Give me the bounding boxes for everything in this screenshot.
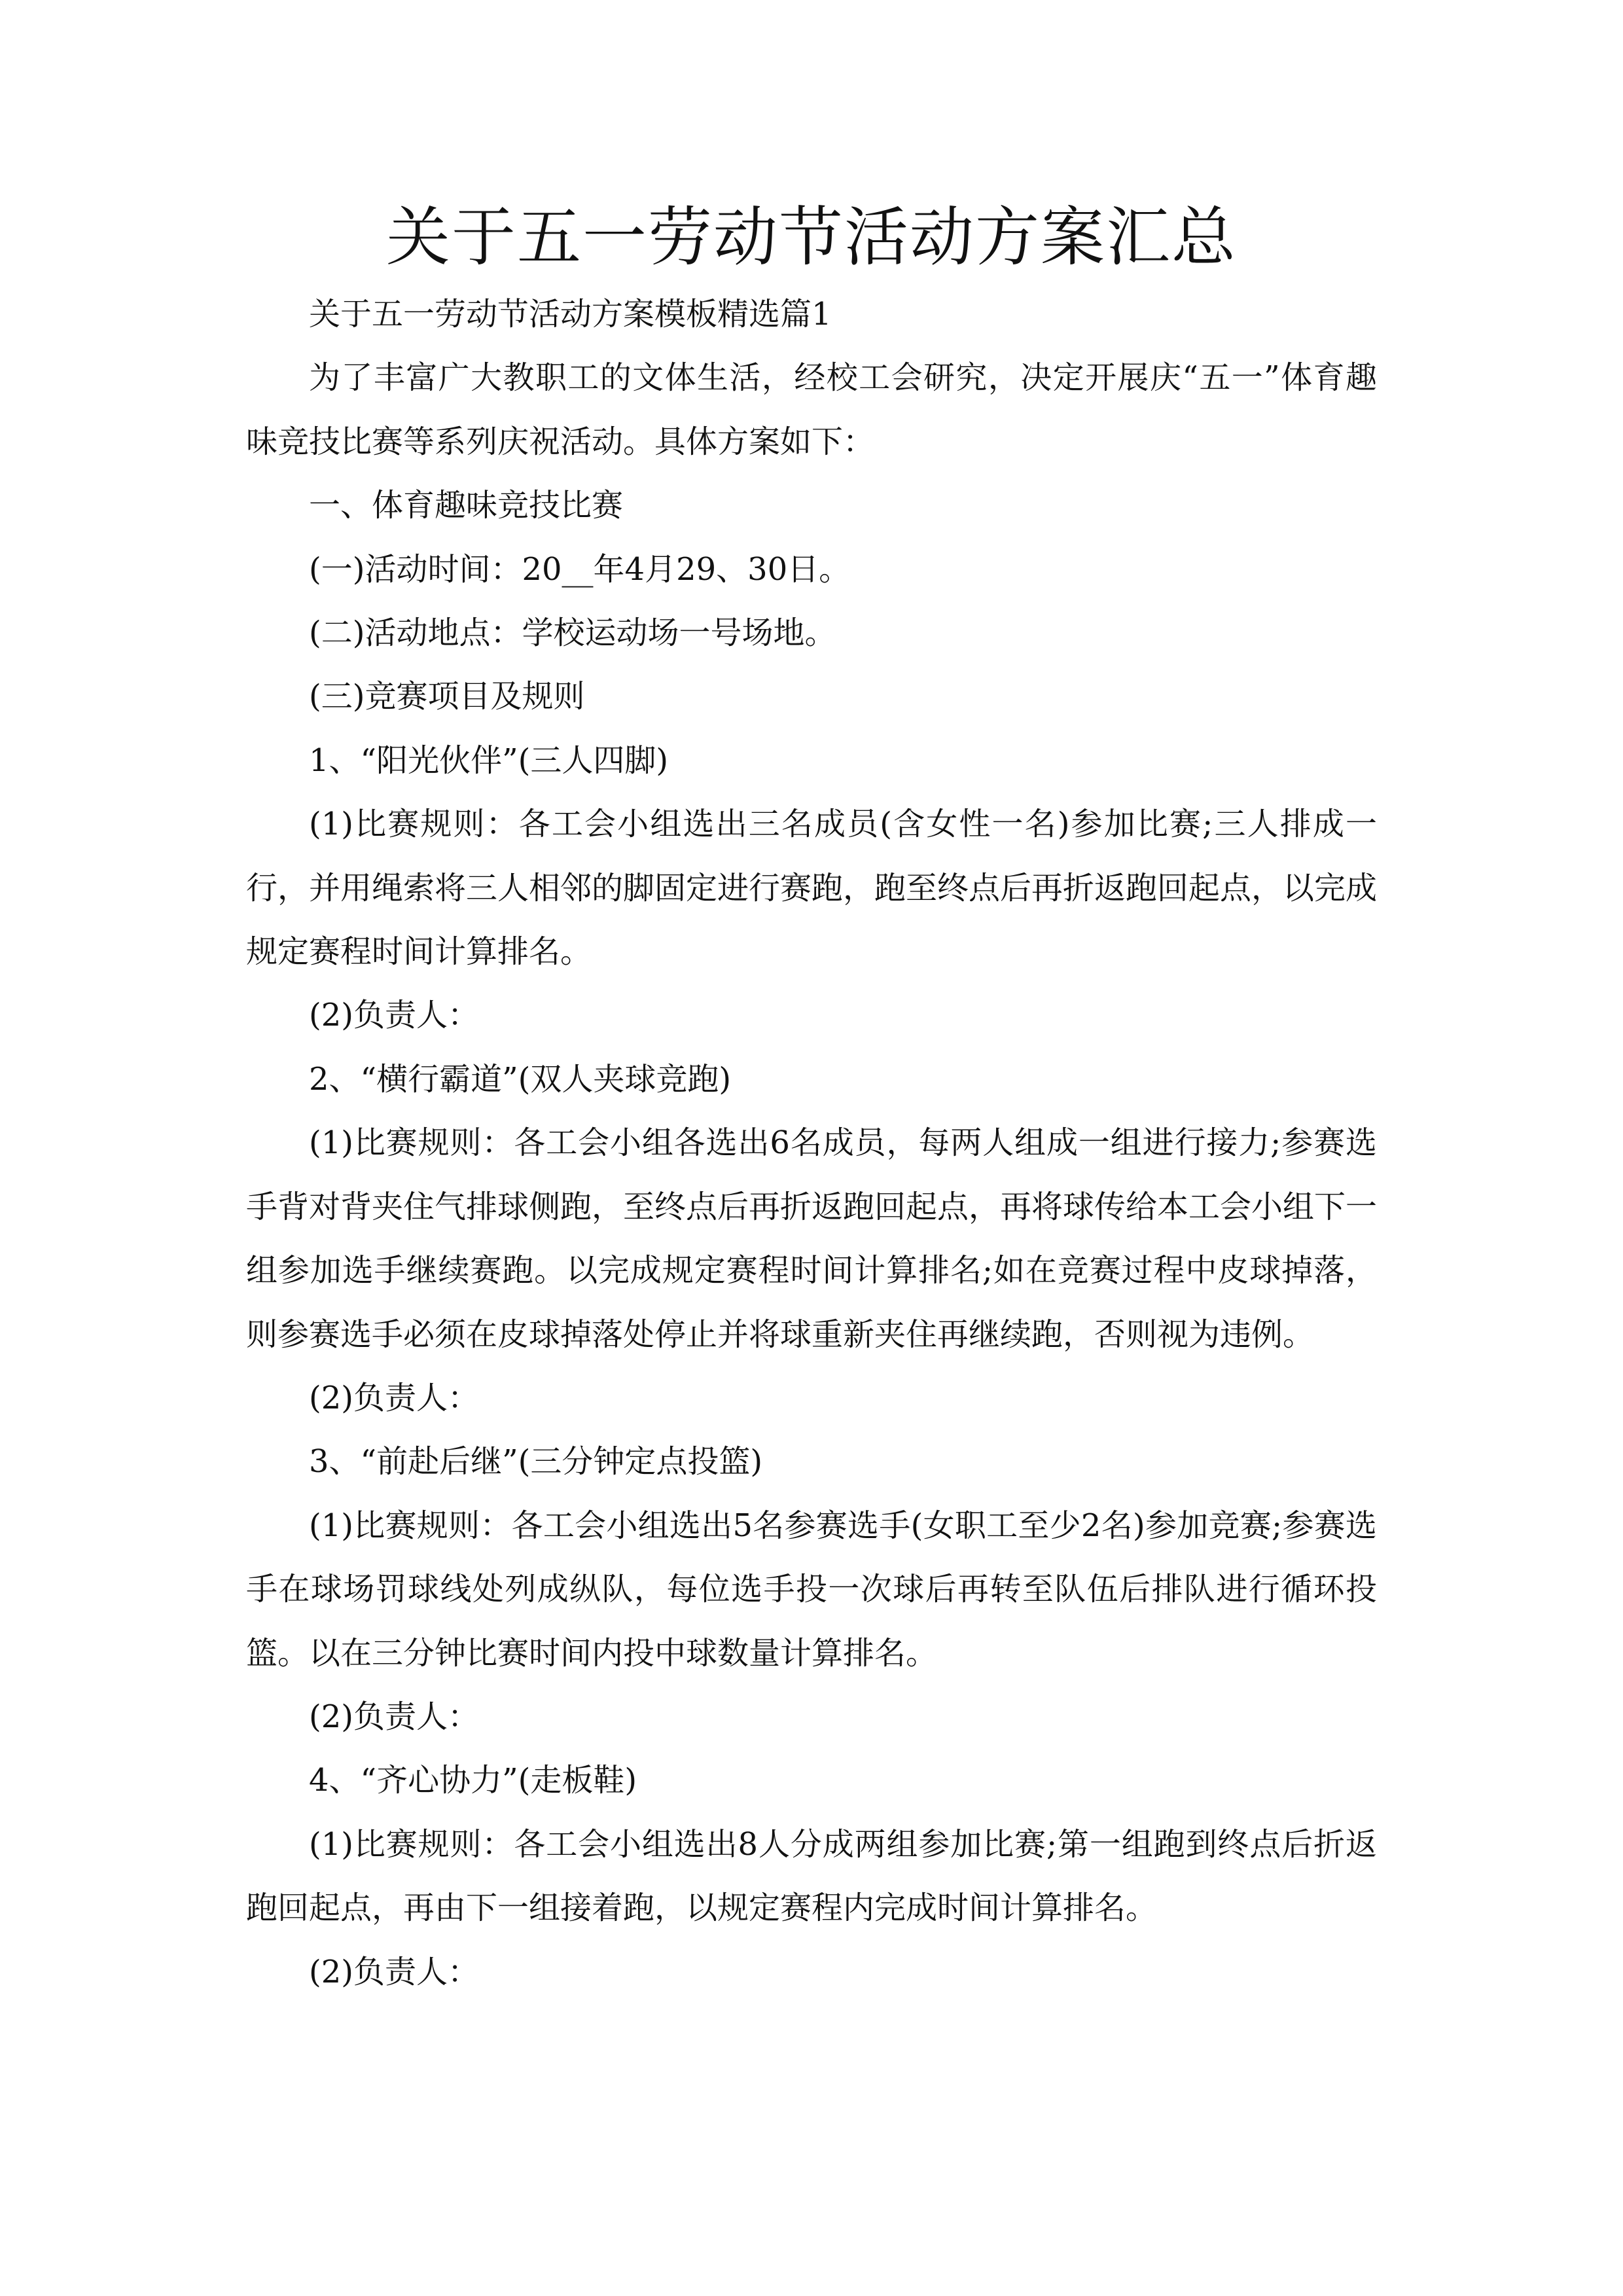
event-2-rules: (1)比赛规则：各工会小组各选出6名成员，每两人组成一组进行接力;参赛选手背对背夹住气排球侧跑，至终点后再折返跑回起点，再将球传给本工会小组下一组参加选手继续赛跑。以完成规定赛程时间计算排名;如在竞赛过程中皮球掉落，则参赛选手必须在皮球掉落处停止并将球重新夹住再继续跑，否则视为违例。: [246, 1124, 1378, 1353]
event-2-owner: (2)负责人：: [309, 1379, 479, 1416]
activity-time: (一)活动时间：20__年4月29、30日。: [309, 550, 851, 588]
rules-heading: (三)竞赛项目及规则: [309, 678, 585, 715]
event-1-rules: (1)比赛规则：各工会小组选出三名成员(含女性一名)参加比赛;三人排成一行，并用绳索将三人相邻的脚固定进行赛跑，跑至终点后再折返跑回起点，以完成规定赛程时间计算排名。: [246, 806, 1378, 971]
event-4-heading: 4、“齐心协力”(走板鞋): [309, 1762, 637, 1799]
event-3-owner: (2)负责人：: [309, 1698, 479, 1735]
event-4-rules: (1)比赛规则：各工会小组选出8人分成两组参加比赛;第一组跑到终点后折返跑回起点，再由下一组接着跑，以规定赛程内完成时间计算排名。: [246, 1825, 1377, 1927]
event-4-owner: (2)负责人：: [309, 1953, 479, 1990]
document-body: [246, 283, 1377, 2004]
subtitle-paragraph: 关于五一劳动节活动方案模板精选篇1: [309, 296, 832, 332]
document-title: 关于五一劳动节活动方案汇总: [385, 200, 1237, 275]
event-2-heading: 2、“横行霸道”(双人夹球竞跑): [309, 1060, 732, 1098]
intro-paragraph: 为了丰富广大教职工的文体生活，经校工会研究，决定开展庆“五一”体育趣味竞技比赛等系列庆祝活动。具体方案如下：: [246, 359, 1377, 460]
event-1-owner: (2)负责人：: [309, 997, 479, 1034]
section-heading: 一、体育趣味竞技比赛: [309, 487, 624, 524]
event-3-heading: 3、“前赴后继”(三分钟定点投篮): [309, 1443, 763, 1480]
event-3-rules: (1)比赛规则：各工会小组选出5名参赛选手(女职工至少2名)参加竞赛;参赛选手在球场罚球线处列成纵队，每位选手投一次球后再转至队伍后排队进行循环投篮。以在三分钟比赛时间内投中球数量计算排名。: [246, 1507, 1377, 1672]
event-1-heading: 1、“阳光伙伴”(三人四脚): [309, 742, 669, 779]
activity-location: (二)活动地点：学校运动场一号场地。: [309, 615, 836, 652]
